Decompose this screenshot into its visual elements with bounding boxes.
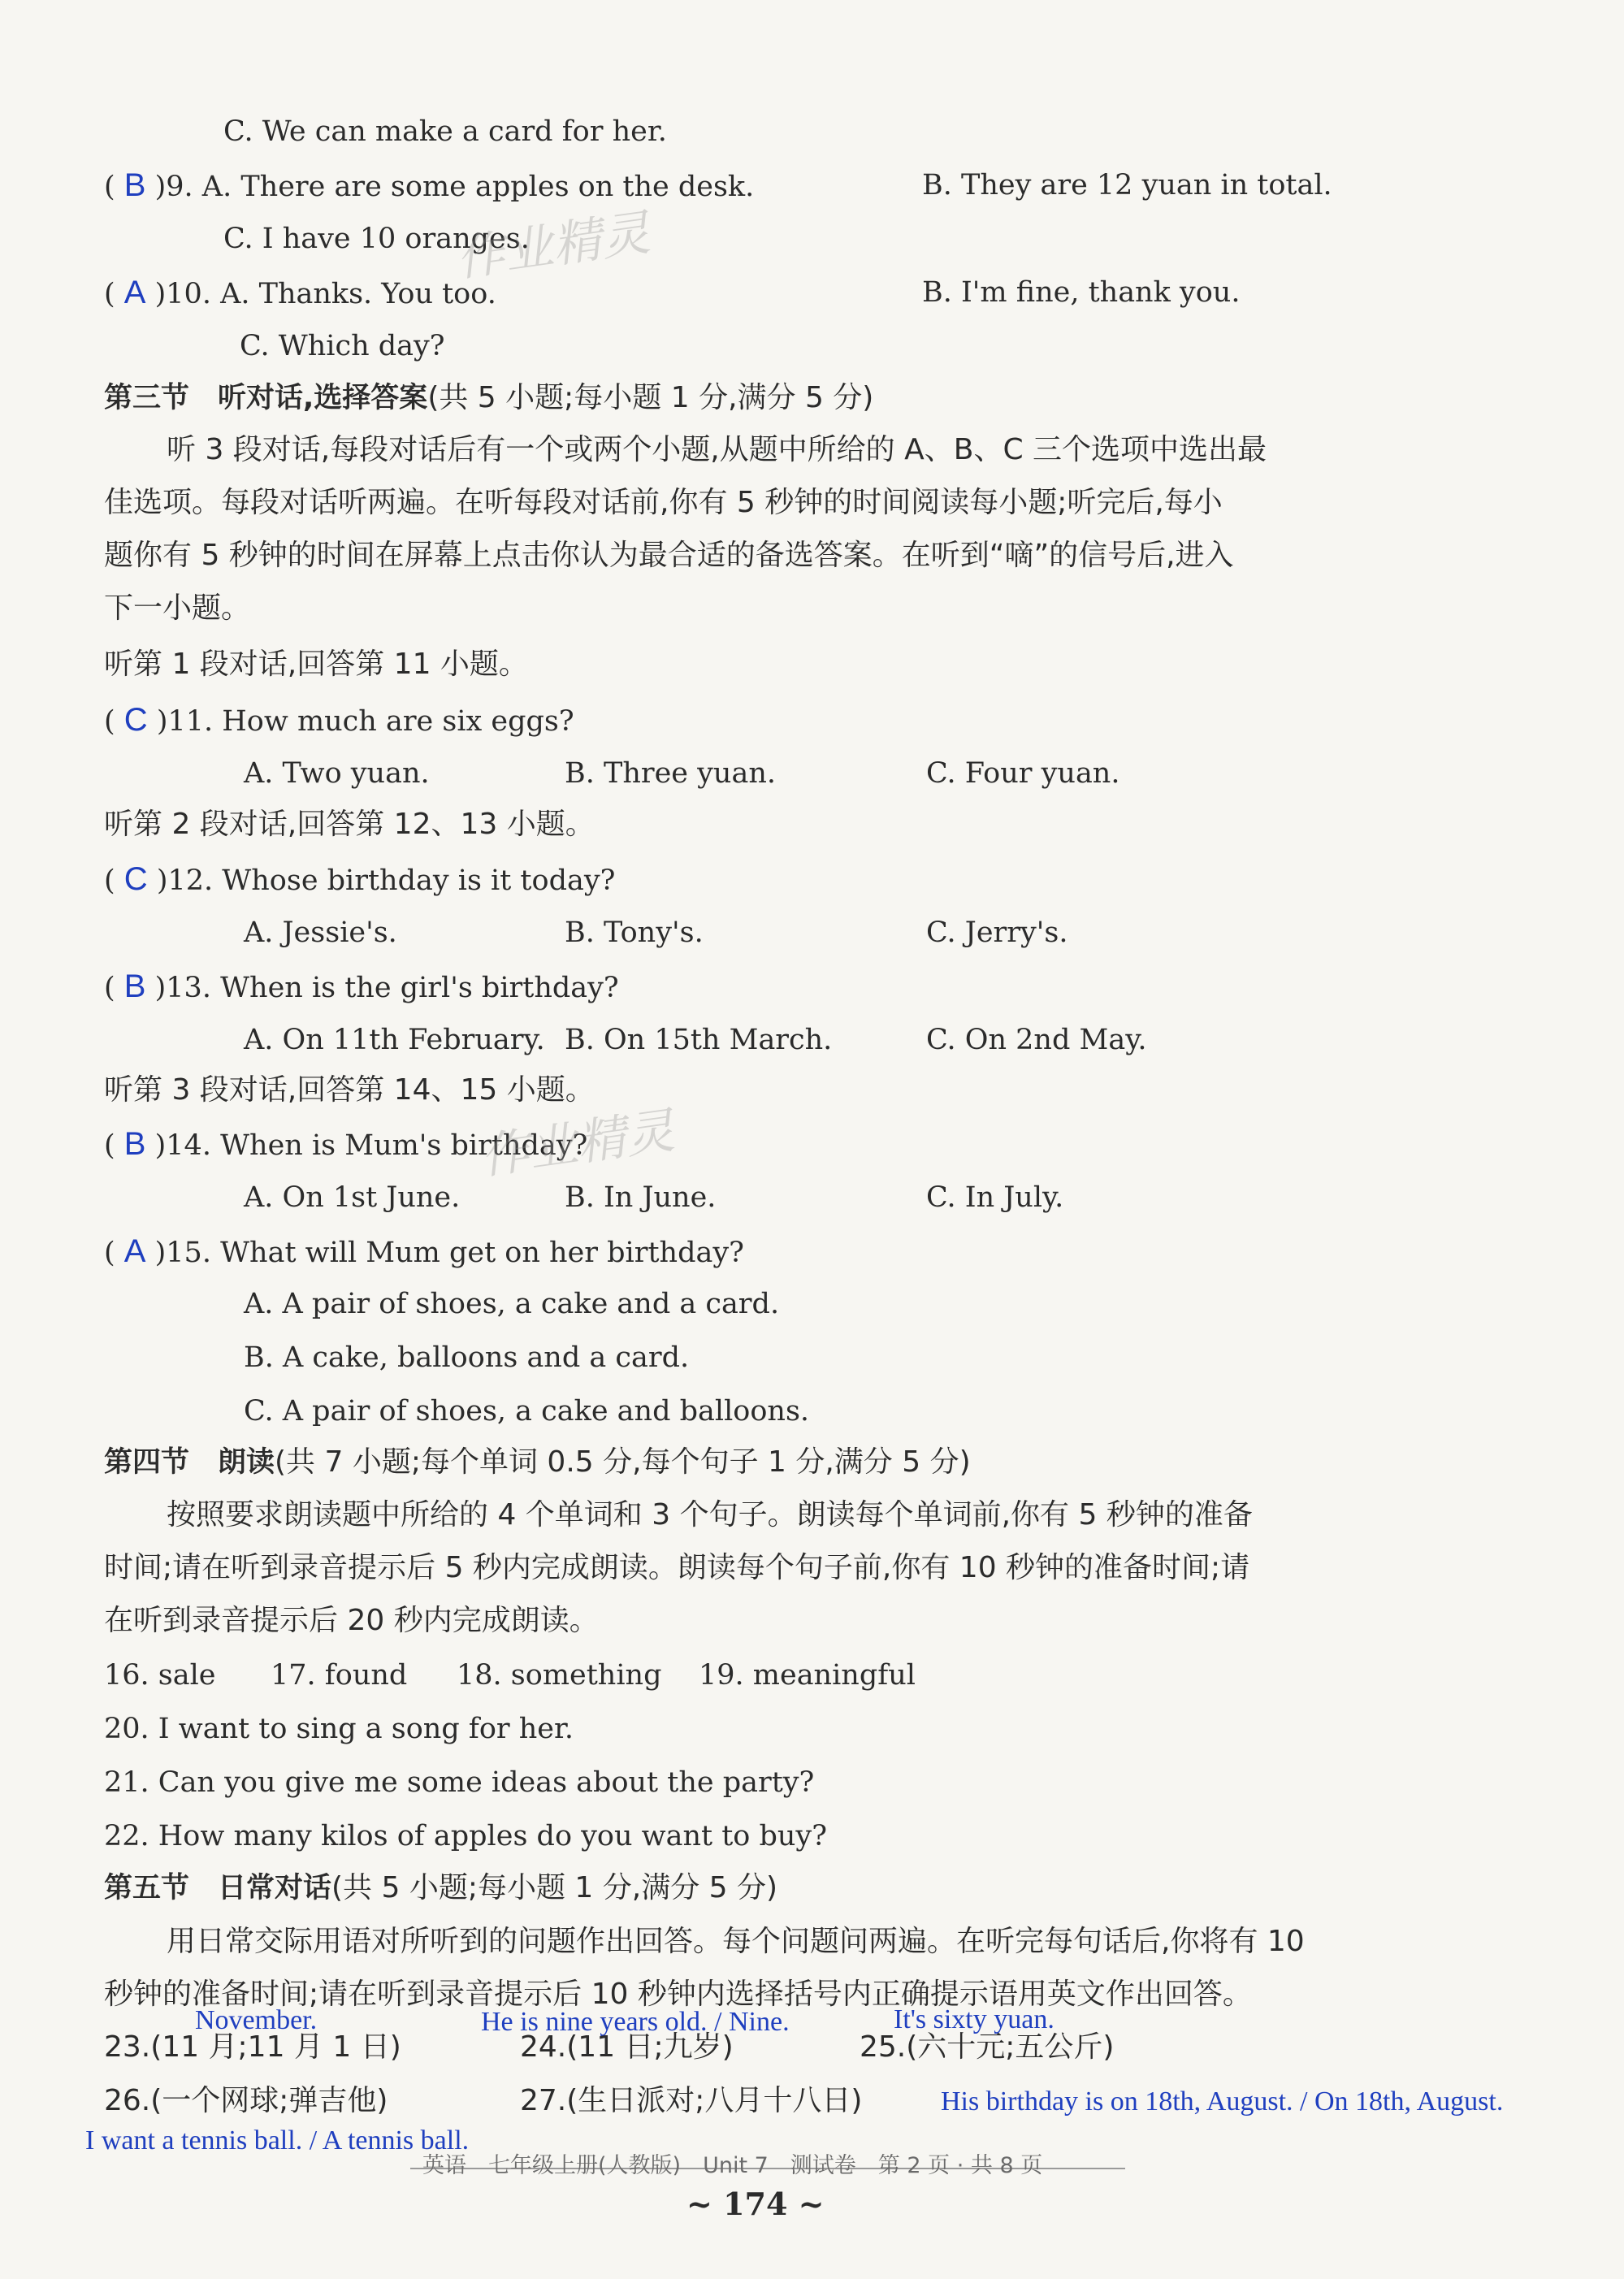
- sentence-20: 20. I want to sing a song for her.: [104, 1713, 574, 1745]
- footer-text: 英语 七年级上册(人教版) Unit 7 测试卷 第 2 页 · 共 8 页: [422, 2153, 1043, 2178]
- answer-mark: B: [123, 167, 146, 203]
- answer-mark: A: [123, 1233, 146, 1269]
- section-4-instructions-2: 时间;请在听到录音提示后 5 秒内完成朗读。朗读每个句子前,你有 10 秒钟的准备时间;请: [104, 1551, 1250, 1584]
- handwritten-answer-23: November.: [195, 2005, 318, 2035]
- answer-mark: C: [123, 861, 148, 897]
- question-10: [104, 275, 496, 312]
- sentence-21: 21. Can you give me some ideas about the party?: [104, 1766, 815, 1799]
- question-9: [104, 167, 754, 205]
- answer-mark: B: [123, 968, 146, 1004]
- handwritten-answer-25: It's sixty yuan.: [894, 2004, 1055, 2034]
- question-text: )15. What will Mum get on her birthday?: [154, 1237, 744, 1269]
- question-text: )12. Whose birthday is it today?: [156, 864, 616, 897]
- paren-open: (: [104, 278, 115, 310]
- word-19: 19. meaningful: [699, 1659, 916, 1692]
- dialogue-1-instruction: 听第 1 段对话,回答第 11 小题。: [104, 648, 528, 681]
- word-17: 17. found: [271, 1659, 408, 1692]
- section-5-instructions-2: 秒钟的准备时间;请在听到录音提示后 10 秒钟内选择括号内正确提示语用英文作出回答。: [104, 1978, 1252, 2011]
- paren-open: (: [104, 864, 115, 897]
- paren-open: (: [104, 1237, 115, 1269]
- question-15: [104, 1233, 744, 1271]
- answer-mark: C: [123, 702, 148, 738]
- q12-option-b: B. Tony's.: [565, 916, 704, 949]
- dialogue-2-instruction: 听第 2 段对话,回答第 12、13 小题。: [104, 808, 595, 841]
- paren-open: (: [104, 171, 115, 203]
- handwritten-answer-27: His birthday is on 18th, August. / On 18th, August.: [941, 2086, 1504, 2117]
- section-4-instructions-1: 按照要求朗读题中所给的 4 个单词和 3 个句子。朗读每个单词前,你有 5 秒钟的准备: [167, 1498, 1253, 1532]
- q10-option-c: C. Which day?: [240, 330, 445, 362]
- q13-option-c: C. On 2nd May.: [926, 1024, 1147, 1056]
- question-27: 27.(生日派对;八月十八日): [520, 2084, 863, 2117]
- question-25: 25.(六十元;五公斤): [860, 2030, 1115, 2064]
- section-title: 第五节 日常对话: [104, 1872, 332, 1904]
- q14-option-c: C. In July.: [926, 1181, 1064, 1214]
- q15-option-a: A. A pair of shoes, a cake and a card.: [244, 1288, 780, 1320]
- section-4-heading: [104, 1445, 971, 1480]
- question-12: [104, 861, 615, 899]
- page-number: ~ 174 ~: [686, 2186, 825, 2222]
- question-11: [104, 702, 574, 739]
- question-text: )11. How much are six eggs?: [156, 705, 574, 738]
- q8-option-c: C. We can make a card for her.: [223, 115, 667, 148]
- q14-option-b: B. In June.: [565, 1181, 717, 1214]
- section-3-instructions-2: 佳选项。每段对话听两遍。在听每段对话前,你有 5 秒钟的时间阅读每小题;听完后,每小: [104, 486, 1223, 519]
- q13-option-a: A. On 11th February.: [244, 1024, 545, 1056]
- section-note: (共 5 小题;每小题 1 分,满分 5 分): [427, 381, 874, 414]
- handwritten-answer-24: He is nine years old. / Nine.: [481, 2007, 790, 2037]
- q9-option-c: C. I have 10 oranges.: [223, 223, 530, 255]
- question-13: [104, 968, 619, 1006]
- section-3-instructions-1: 听 3 段对话,每段对话后有一个或两个小题,从题中所给的 A、B、C 三个选项中选出最: [167, 433, 1267, 466]
- q11-option-c: C. Four yuan.: [926, 757, 1120, 790]
- section-note: (共 5 小题;每小题 1 分,满分 5 分): [331, 1871, 778, 1904]
- handwritten-answer-26: I want a tennis ball. / A tennis ball.: [85, 2125, 470, 2156]
- question-26: 26.(一个网球;弹吉他): [104, 2084, 388, 2117]
- q12-option-c: C. Jerry's.: [926, 916, 1068, 949]
- q12-option-a: A. Jessie's.: [244, 916, 397, 949]
- section-5-heading: [104, 1870, 777, 1906]
- paren-open: (: [104, 1129, 115, 1162]
- sentence-22: 22. How many kilos of apples do you want to buy?: [104, 1820, 827, 1852]
- q15-option-b: B. A cake, balloons and a card.: [244, 1341, 690, 1374]
- section-4-instructions-3: 在听到录音提示后 20 秒内完成朗读。: [104, 1604, 599, 1637]
- dialogue-3-instruction: 听第 3 段对话,回答第 14、15 小题。: [104, 1073, 595, 1107]
- q13-option-b: B. On 15th March.: [565, 1024, 833, 1056]
- section-3-instructions-3: 题你有 5 秒钟的时间在屏幕上点击你认为最合适的备选答案。在听到“嘀”的信号后,进入: [104, 539, 1234, 572]
- watermark-2: 作业精灵: [476, 1102, 678, 1186]
- section-5-instructions-1: 用日常交际用语对所听到的问题作出回答。每个问题问两遍。在听完每句话后,你将有 10: [167, 1925, 1305, 1958]
- question-text: )13. When is the girl's birthday?: [154, 972, 619, 1004]
- watermark: 作业精灵: [452, 204, 654, 288]
- question-text: )9. A. There are some apples on the desk.: [154, 171, 755, 203]
- answer-mark: B: [123, 1126, 146, 1162]
- word-18: 18. something: [457, 1659, 662, 1692]
- q9-option-b: B. They are 12 yuan in total.: [922, 169, 1332, 201]
- section-3-instructions-4: 下一小题。: [104, 591, 251, 625]
- q10-option-b: B. I'm fine, thank you.: [922, 276, 1241, 309]
- q11-option-a: A. Two yuan.: [244, 757, 430, 790]
- section-title: 第三节 听对话,选择答案: [104, 382, 428, 414]
- section-note: (共 7 小题;每个单词 0.5 分,每个句子 1 分,满分 5 分): [275, 1445, 971, 1479]
- section-title: 第四节 朗读: [104, 1446, 275, 1479]
- question-23: 23.(11 月;11 月 1 日): [104, 2030, 401, 2064]
- q15-option-c: C. A pair of shoes, a cake and balloons.: [244, 1395, 810, 1428]
- paren-open: (: [104, 972, 115, 1004]
- answer-mark: A: [123, 275, 146, 310]
- paren-open: (: [104, 705, 115, 738]
- q11-option-b: B. Three yuan.: [565, 757, 776, 790]
- word-16: 16. sale: [104, 1659, 216, 1692]
- question-text: )14. When is Mum's birthday?: [154, 1129, 588, 1162]
- question-text: )10. A. Thanks. You too.: [154, 278, 496, 310]
- question-24: 24.(11 日;九岁): [520, 2030, 734, 2064]
- section-3-heading: [104, 380, 873, 416]
- q14-option-a: A. On 1st June.: [244, 1181, 461, 1214]
